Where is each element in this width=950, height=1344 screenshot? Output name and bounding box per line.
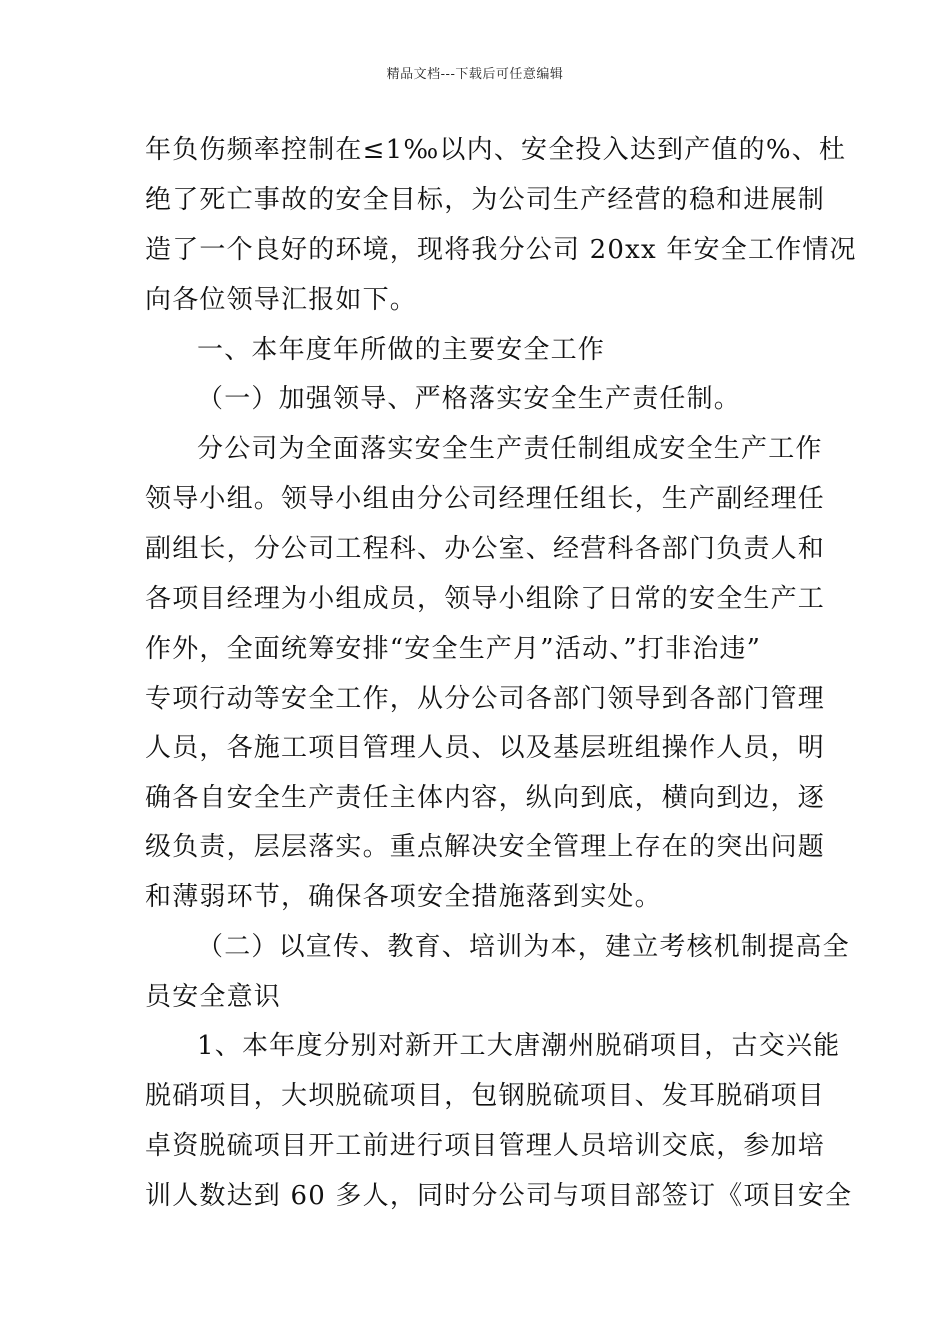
paragraph-line: 造了一个良好的环境，现将我分公司 20xx 年安全工作情况 <box>145 235 857 265</box>
paragraph-line: 领导小组。领导小组由分公司经理任组长，生产副经理任 <box>145 484 826 514</box>
subsection-heading-continued: 员安全意识 <box>145 982 282 1012</box>
paragraph-line: 和薄弱环节，确保各项安全措施落到实处。 <box>145 882 662 912</box>
paragraph-line: 年负伤频率控制在≤1‰以内、安全投入达到产值的%、杜 <box>145 135 847 165</box>
paragraph-line: 脱硝项目，大坝脱硫项目，包钢脱硫项目、发耳脱硝项目 <box>145 1081 826 1111</box>
paragraph-line: 作外，全面统筹安排“安全生产月”活动、”打非治违” <box>145 634 762 664</box>
paragraph-line: 卓资脱硫项目开工前进行项目管理人员培训交底，参加培 <box>145 1131 826 1161</box>
paragraph-line: 1、本年度分别对新开工大唐潮州脱硝项目，古交兴能 <box>197 1031 841 1061</box>
paragraph-line: 各项目经理为小组成员，领导小组除了日常的安全生产工 <box>145 584 826 614</box>
subsection-heading: （二）以宣传、教育、培训为本，建立考核机制提高全 <box>197 932 850 962</box>
paragraph-line: 确各自安全生产责任主体内容，纵向到底，横向到边，逐 <box>145 783 826 813</box>
paragraph-line: 训人数达到 60 多人，同时分公司与项目部签订《项目安全 <box>145 1181 853 1211</box>
subsection-heading: （一）加强领导、严格落实安全生产责任制。 <box>197 384 742 414</box>
paragraph-line: 人员，各施工项目管理人员、以及基层班组操作人员，明 <box>145 733 826 763</box>
paragraph-line: 级负责，层层落实。重点解决安全管理上存在的突出问题 <box>145 832 826 862</box>
paragraph-line: 向各位领导汇报如下。 <box>145 285 418 315</box>
page-header: 精品文档---下载后可任意编辑 <box>386 67 564 82</box>
paragraph-line: 副组长，分公司工程科、办公室、经营科各部门负责人和 <box>145 534 826 564</box>
paragraph-line: 专项行动等安全工作，从分公司各部门领导到各部门管理 <box>145 684 826 714</box>
paragraph-line: 绝了死亡事故的安全目标，为公司生产经营的稳和进展制 <box>145 185 826 215</box>
section-heading: 一、本年度年所做的主要安全工作 <box>197 335 606 365</box>
paragraph-line: 分公司为全面落实安全生产责任制组成安全生产工作 <box>197 434 823 464</box>
